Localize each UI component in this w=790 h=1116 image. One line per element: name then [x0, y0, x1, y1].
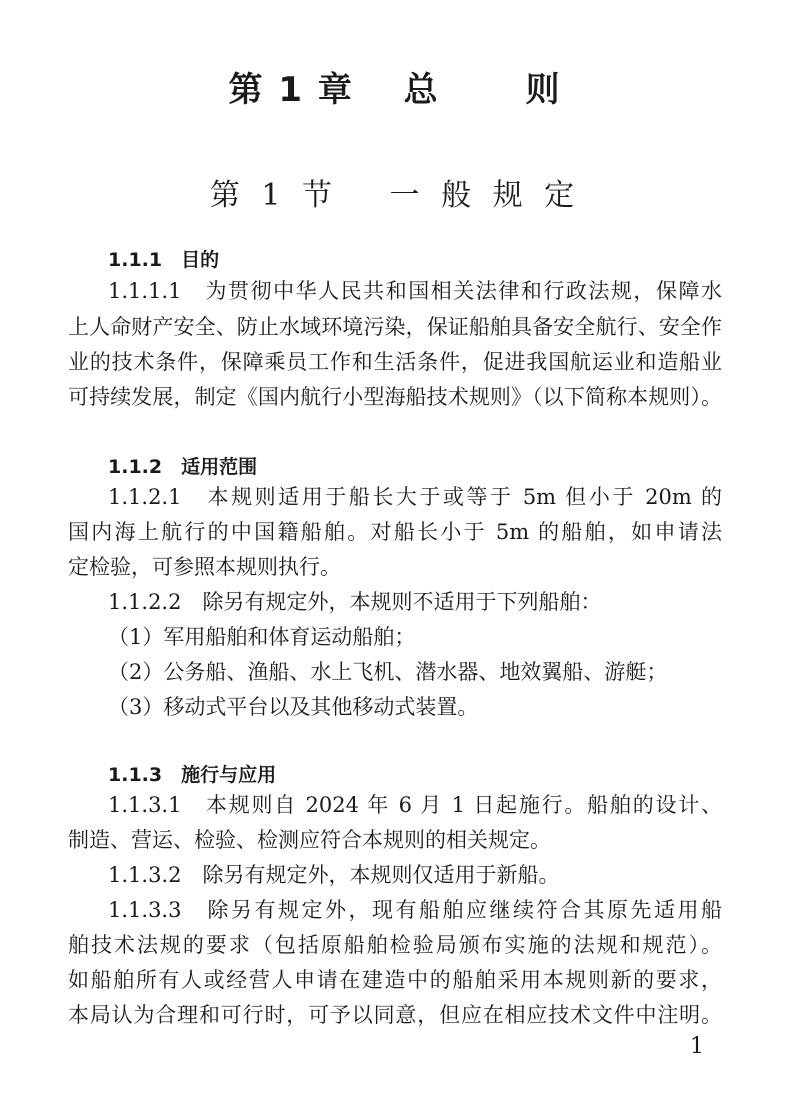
paragraph-line: 1.1.2.2 除另有规定外，本规则不适用于下列船舶：: [108, 590, 602, 614]
paragraph-line: 可持续发展，制定《国内航行小型海船技术规则》（以下简称本规则）。: [68, 385, 722, 409]
paragraph-line: 1.1.3.3 除另有规定外，现有船舶应继续符合其原先适用船: [108, 898, 722, 922]
paragraph-line: 如船舶所有人或经营人申请在建造中的船舶采用本规则新的要求，: [68, 968, 722, 992]
chapter-title: 第 1 章 总 则: [228, 70, 562, 110]
list-item: （1）军用船舶和体育运动船舶；: [108, 625, 416, 649]
paragraph-line: 定检验，可参照本规则执行。: [68, 555, 341, 579]
paragraph-line: 1.1.1.1 为贯彻中华人民共和国相关法律和行政法规，保障水: [108, 279, 722, 303]
heading-1-1-1: 1.1.1 目的: [108, 249, 220, 271]
list-item: （2）公务船、渔船、水上飞机、潜水器、地效翼船、游艇；: [108, 660, 668, 684]
paragraph-line: 上人命财产安全、防止水域环境污染，保证船舶具备安全航行、安全作: [68, 315, 722, 339]
paragraph-line: 本局认为合理和可行时，可予以同意，但应在相应技术文件中注明。: [68, 1003, 722, 1027]
paragraph-line: 业的技术条件，保障乘员工作和生活条件，促进我国航运业和造船业: [68, 350, 722, 374]
paragraph-line: 1.1.3.1 本规则自 2024 年 6 月 1 日起施行。船舶的设计、: [108, 793, 722, 817]
paragraph-line: 1.1.2.1 本规则适用于船长大于或等于 5m 但小于 20m 的: [108, 485, 722, 509]
paragraph-line: 舶技术法规的要求（包括原船舶检验局颁布实施的法规和规范）。: [68, 933, 722, 957]
heading-1-1-3: 1.1.3 施行与应用: [108, 764, 277, 786]
paragraph-line: 国内海上航行的中国籍船舶。对船长小于 5m 的船舶，如申请法: [68, 520, 722, 544]
paragraph-line: 制造、营运、检验、检测应符合本规则的相关规定。: [68, 828, 551, 852]
heading-1-1-2: 1.1.2 适用范围: [108, 456, 258, 478]
page-number: 1: [690, 1034, 704, 1059]
list-item: （3）移动式平台以及其他移动式装置。: [108, 695, 479, 719]
paragraph-line: 1.1.3.2 除另有规定外，本规则仅适用于新船。: [108, 863, 560, 887]
section-title: 第 1 节 一 般 规 定: [209, 178, 581, 213]
